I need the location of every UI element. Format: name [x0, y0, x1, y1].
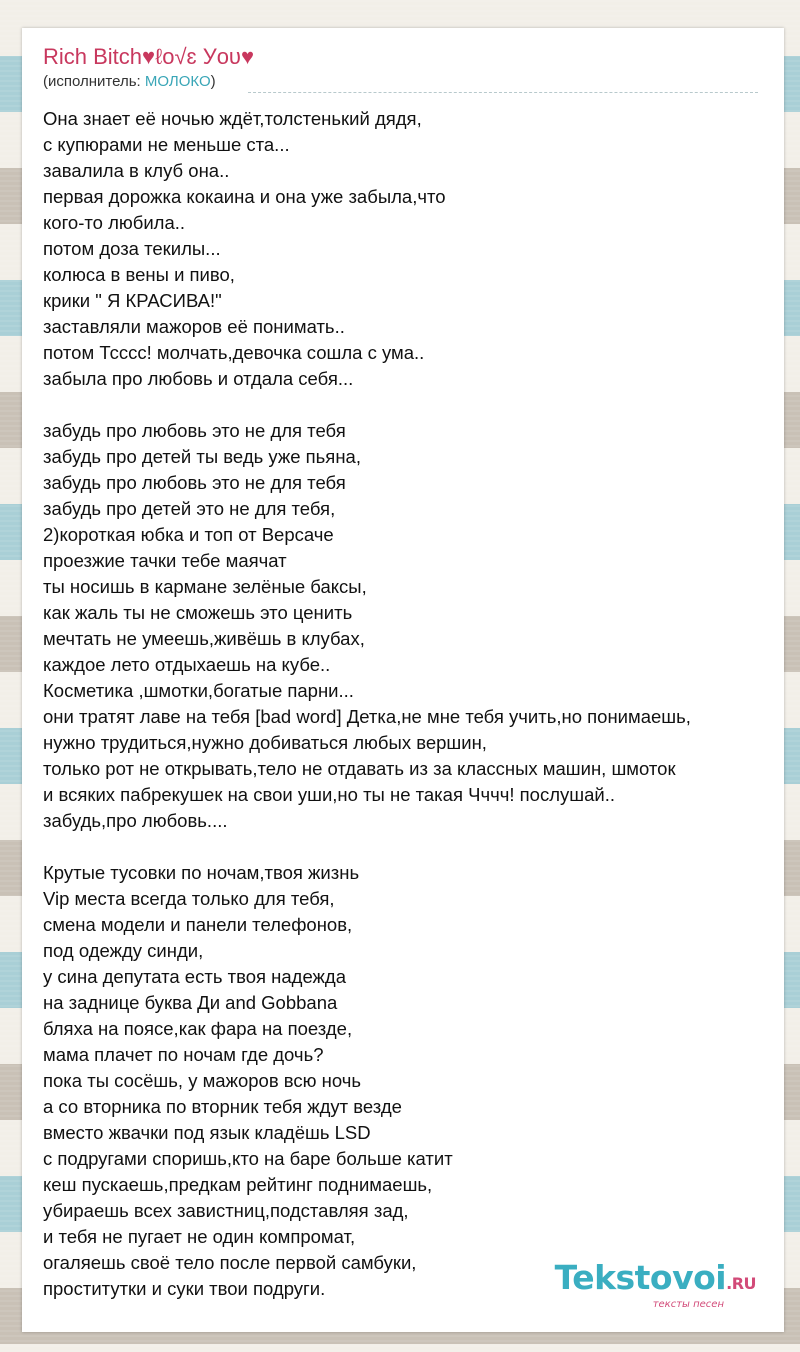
- lyric-line: смена модели и панели телефонов,: [43, 914, 353, 935]
- lyric-line: с купюрами не меньше ста...: [43, 134, 290, 155]
- lyric-line: у сина депутата есть твоя надежда: [43, 966, 346, 987]
- artist-prefix: (исполнитель:: [43, 73, 145, 90]
- lyric-line: как жаль ты не сможешь это ценить: [43, 602, 353, 623]
- lyrics-card: [22, 28, 784, 1332]
- lyric-line: мама плачет по ночам где дочь?: [43, 1044, 324, 1065]
- lyric-line: Косметика ,шмотки,богатые парни...: [43, 680, 354, 701]
- song-title: Rich Bitch♥ℓο√ɛ Уου♥: [43, 44, 255, 69]
- lyric-line: потом доза текилы...: [43, 238, 221, 259]
- lyric-line: потом Тсссс! молчать,девочка сошла с ума..: [43, 342, 425, 363]
- lyric-line: забудь про любовь это не для тебя: [43, 420, 346, 441]
- stanza-break: [43, 834, 773, 860]
- lyric-line: кеш пускаешь,предкам рейтинг поднимаешь,: [43, 1174, 433, 1195]
- lyric-line: Она знает её ночью ждёт,толстенький дядя,: [43, 108, 422, 129]
- lyric-line: нужно трудиться,нужно добиваться любых вершин,: [43, 732, 487, 753]
- dashed-divider: [248, 92, 758, 93]
- lyric-line: мечтать не умеешь,живёшь в клубах,: [43, 628, 365, 649]
- lyric-line: крики " Я КРАСИВА!": [43, 290, 222, 311]
- lyric-line: 2)короткая юбка и топ от Версаче: [43, 524, 334, 545]
- lyric-line: огаляешь своё тело после первой самбуки,: [43, 1252, 417, 1273]
- stanza-break: [43, 392, 773, 418]
- artist-suffix: ): [210, 73, 216, 90]
- lyric-line: забудь про детей это не для тебя,: [43, 498, 336, 519]
- logo-tagline: тексты песен: [652, 1299, 724, 1310]
- logo-tld: .RU: [726, 1274, 756, 1293]
- lyric-line: бляха на поясе,как фара на поезде,: [43, 1018, 353, 1039]
- lyric-line: и тебя не пугает не один компромат,: [43, 1226, 356, 1247]
- lyrics-text: [43, 106, 773, 1302]
- artist-link[interactable]: МОЛОКО: [144, 73, 211, 90]
- lyric-line: и всяких пабрекушек на свои уши,но ты не такая Чччч! послушай..: [43, 784, 615, 805]
- lyric-line: заставляли мажоров её понимать..: [43, 316, 345, 337]
- lyric-line: ты носишь в кармане зелёные баксы,: [43, 576, 367, 597]
- lyric-line: под одежду синди,: [43, 940, 204, 961]
- lyric-line: завалила в клуб она..: [43, 160, 230, 181]
- lyric-line: забудь про любовь это не для тебя: [43, 472, 346, 493]
- lyric-line: а со вторника по вторник тебя ждут везде: [43, 1096, 402, 1117]
- lyric-line: забудь,про любовь....: [43, 810, 228, 831]
- lyric-line: проститутки и суки твои подруги.: [43, 1278, 326, 1299]
- lyric-line: Vip места всегда только для тебя,: [43, 888, 335, 909]
- lyric-line: на заднице буква Ди and Gobbana: [43, 992, 338, 1013]
- lyric-line: первая дорожка кокаина и она уже забыла,что: [43, 186, 446, 207]
- lyric-line: каждое лето отдыхаешь на кубе..: [43, 654, 331, 675]
- lyric-line: только рот не открывать,тело не отдавать из за классных машин, шмоток: [43, 758, 676, 779]
- lyric-line: с подругами споришь,кто на баре больше катит: [43, 1148, 453, 1169]
- lyric-line: они тратят лаве на тебя [bad word] Детка,не мне тебя учить,но понимаешь,: [43, 706, 691, 727]
- artist-line: [43, 73, 216, 91]
- lyric-line: пока ты сосёшь, у мажоров всю ночь: [43, 1070, 362, 1091]
- lyric-line: Крутые тусовки по ночам,твоя жизнь: [43, 862, 360, 883]
- lyric-line: кого-то любила..: [43, 212, 186, 233]
- lyric-line: вместо жвачки под язык кладёшь LSD: [43, 1122, 371, 1143]
- lyric-line: убираешь всех завистниц,подставляя зад,: [43, 1200, 409, 1221]
- lyric-line: забудь про детей ты ведь уже пьяна,: [43, 446, 361, 467]
- site-logo[interactable]: [554, 1258, 756, 1310]
- title-block: [43, 44, 254, 70]
- lyric-line: забыла про любовь и отдала себя...: [43, 368, 354, 389]
- lyric-line: проезжие тачки тебе маячат: [43, 550, 287, 571]
- lyric-line: колюса в вены и пиво,: [43, 264, 235, 285]
- logo-name: Tekstovoi: [554, 1258, 727, 1297]
